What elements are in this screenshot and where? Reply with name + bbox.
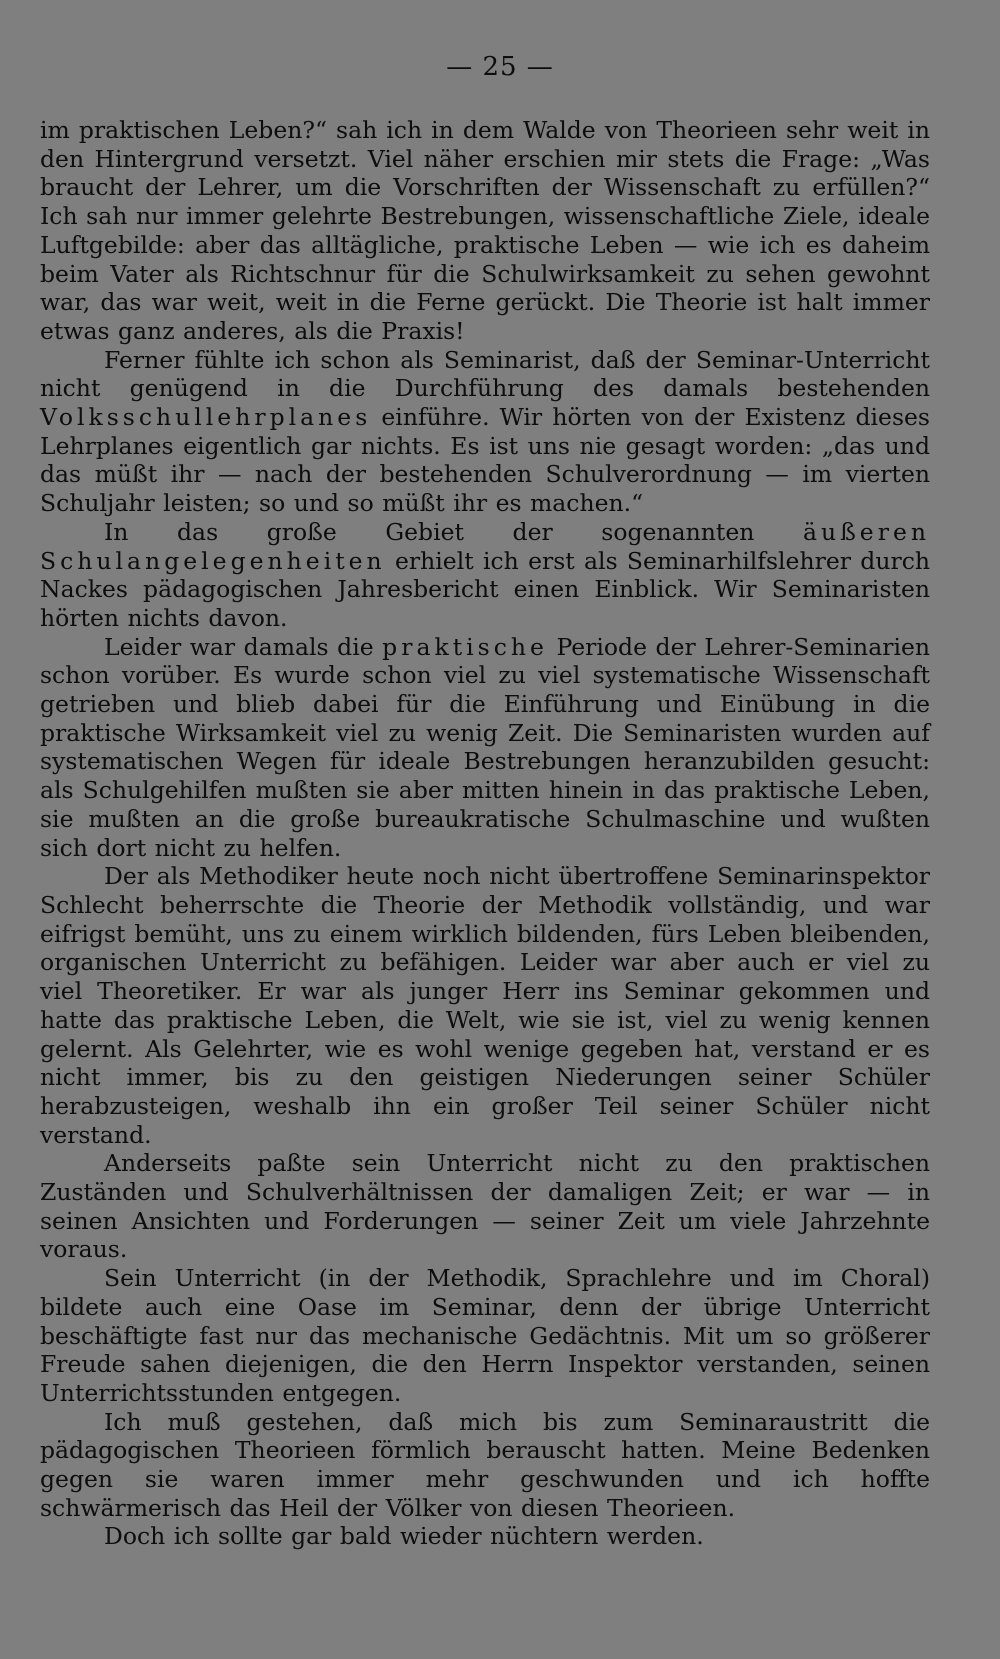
paragraph-3-emphasis: äußeren Schulangelegenheiten	[40, 517, 930, 575]
paragraph-4	[40, 633, 930, 863]
paragraph-2-text-a: Ferner fühlte ich schon als Seminarist, daß der Seminar-Unterricht nicht genügend in die Durchführung des damals bestehenden	[40, 345, 930, 403]
paragraph-7: Sein Unterricht (in der Methodik, Sprachlehre und im Choral) bildete auch eine Oase im Seminar, denn der übrige Unterricht beschäftigte fast nur das mechanische Gedächtnis. Mit um so größerer Freude sahen diejenigen, die den Herrn Inspektor verstanden, seinen Unterrichtsstunden entgegen.	[40, 1264, 930, 1407]
page-number: — 25 —	[446, 52, 554, 82]
paragraph-9: Doch ich sollte gar bald wieder nüchtern werden.	[104, 1522, 704, 1551]
paragraph-5: Der als Methodiker heute noch nicht übertroffene Seminarinspektor Schlecht beherrschte die Theorie der Methodik vollständig, und war eifrigst bemüht, uns zu einem wirklich bildenden, fürs Leben bleibenden, organischen Unterricht zu befähigen. Leider war aber auch er viel zu viel Theoretiker. Er war als junger Herr ins Seminar gekommen und hatte das praktische Leben, die Welt, wie sie ist, viel zu wenig kennen gelernt. Als Gelehrter, wie es wohl wenige gegeben hat, verstand er es nicht immer, bis zu den geistigen Niederungen seiner Schüler herabzusteigen, weshalb ihn ein großer Teil seiner Schüler nicht verstand.	[40, 862, 930, 1149]
paragraph-3-text-b: erhielt ich erst als Seminarhilfslehrer durch Nackes pädagogischen Jahresbericht einen Einblick. Wir Seminaristen hörten nichts davon.	[40, 546, 930, 632]
paragraph-6: Anderseits paßte sein Unterricht nicht zu den praktischen Zuständen und Schulverhältnissen der damaligen Zeit; er war — in seinen Ansichten und Forderungen — seiner Zeit um viele Jahrzehnte voraus.	[40, 1149, 930, 1264]
paragraph-4-emphasis: praktische	[382, 632, 548, 661]
paragraph-3	[40, 518, 930, 633]
paragraph-2	[40, 346, 930, 518]
paragraph-8: Ich muß gestehen, daß mich bis zum Seminaraustritt die pädagogischen Theorieen förmlich berauscht hatten. Meine Bedenken gegen sie waren immer mehr geschwunden und ich hoffte schwärmerisch das Heil der Völker von diesen Theorieen.	[40, 1407, 930, 1522]
paragraph-4-text-b: Periode der Lehrer-Seminarien schon vorüber. Es wurde schon viel zu viel systematische Wissenschaft getrieben und blieb dabei für die Einführung und Einübung in die praktische Wirksamkeit viel zu wenig Zeit. Die Seminaristen wurden auf systematischen Wegen für ideale Bestrebungen heranzubilden gesucht: als Schulgehilfen mußten sie aber mitten hinein in das praktische Leben, sie mußten an die große bureaukratische Schulmaschine und wußten sich dort nicht zu helfen.	[40, 632, 930, 862]
paragraph-2-emphasis: Volksschullehrplanes	[40, 403, 372, 432]
paragraph-2-text-b: einführe. Wir hörten von der Existenz dieses Lehrplanes eigentlich gar nichts. Es ist uns nie gesagt worden: „das und das müßt ihr — nach der bestehenden Schulverordnung — im vierten Schuljahr leisten; so und so müßt ihr es machen.“	[40, 403, 930, 518]
paragraph-4-text-a: Leider war damals die	[104, 632, 383, 661]
paragraph-1: im praktischen Leben?“ sah ich in dem Walde von Theorieen sehr weit in den Hintergrund versetzt. Viel näher erschien mir stets die Frage: „Was braucht der Lehrer, um die Vorschriften der Wissenschaft zu erfüllen?“ Ich sah nur immer gelehrte Bestrebungen, wissenschaftliche Ziele, ideale Luftgebilde: aber das alltägliche, praktische Leben — wie ich es daheim beim Vater als Richtschnur für die Schulwirksamkeit zu sehen gewohnt war, das war weit, weit in die Ferne gerückt. Die Theorie ist halt immer etwas ganz anderes, als die Praxis!	[40, 116, 930, 345]
paragraph-3-text-a: In das große Gebiet der sogenannten	[104, 517, 803, 546]
